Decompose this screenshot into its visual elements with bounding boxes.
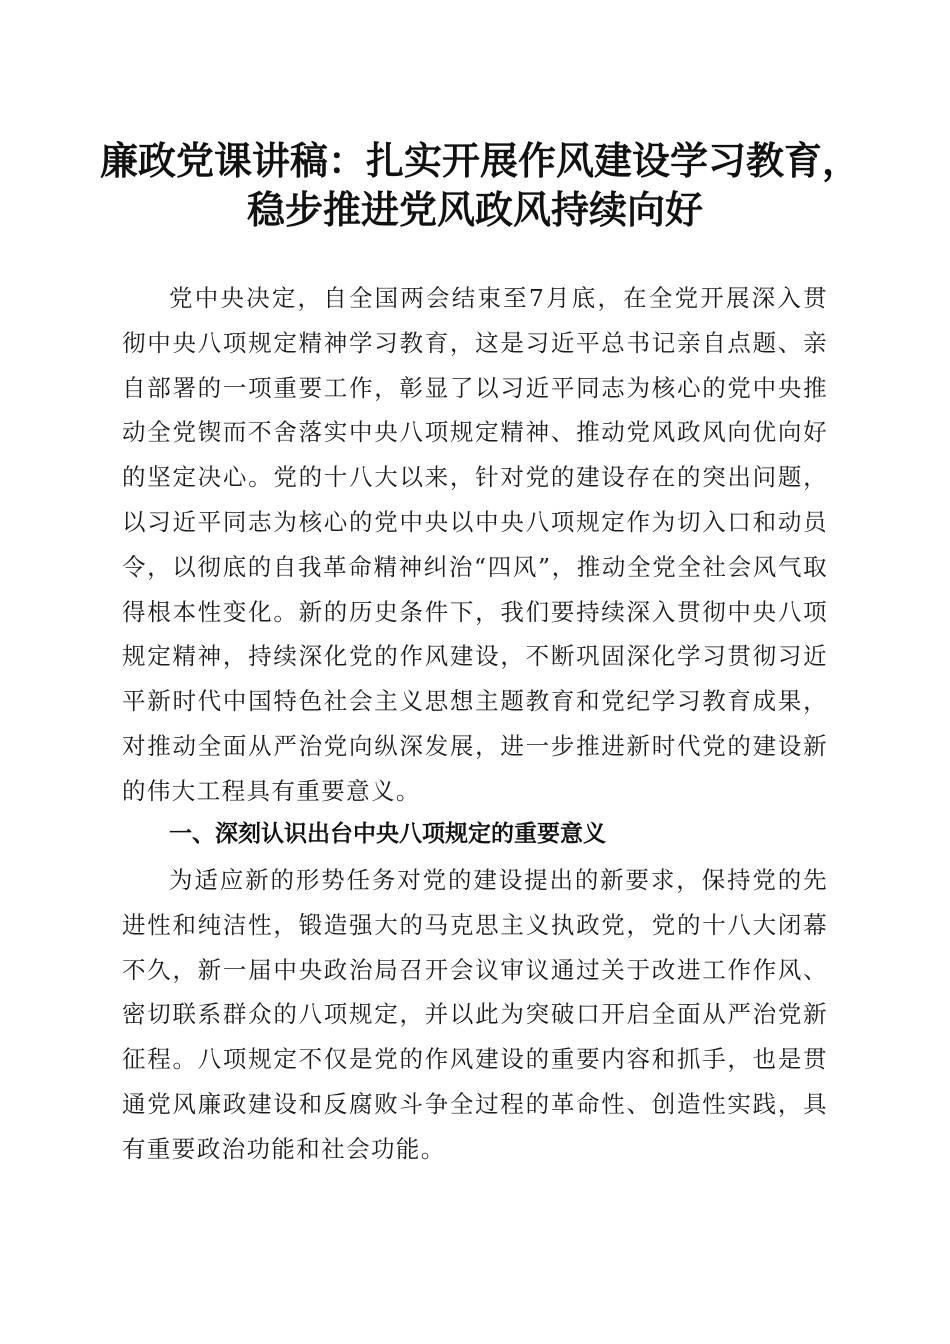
section-1-heading: 一、深刻认识出台中央八项规定的重要意义 (169, 821, 606, 847)
title-line-2: 稳步推进党风政风持续向好 (246, 187, 703, 232)
intro-paragraph: 党中央决定，自全国两会结束至7月底，在全党开展深入贯彻中央八项规定精神学习教育，这是习近平总书记亲自点题、亲自部署的一项重要工作，彰显了以习近平同志为核心的党中央推动全党锲而不舍落实中央八项规定精神、推动党风政风向优向好的坚定决心。党的十八大以来，针对党的建设存在的突出问题，以习近平同志为核心的党中央以中央八项规定作为切入口和动员令，以彻底的自我革命精神纠治“四风”，推动全党全社会风气取得根本性变化。新的历史条件下，我们要持续深入贯彻中央八项规定精神，持续深化党的作风建设，不断巩固深化学习贯彻习近平新时代中国特色社会主义思想主题教育和党纪学习教育成果，对推动全面从严治党向纵深发展，进一步推进新时代党的建设新的伟大工程具有重要意义。 (122, 284, 828, 805)
document-title (100, 136, 861, 234)
section-1-paragraph: 为适应新的形势任务对党的建设提出的新要求，保持党的先进性和纯洁性，锻造强大的马克思主义执政党，党的十八大闭幕不久，新一届中央政治局召开会议审议通过关于改进工作作风、密切联系群众的八项规定，并以此为突破口开启全面从严治党新征程。八项规定不仅是党的作风建设的重要内容和抓手，也是贯通党风廉政建设和反腐败斗争全过程的革命性、创造性实践，具有重要政治功能和社会功能。 (122, 866, 828, 1163)
title-line-1: 廉政党课讲稿：扎实开展作风建设学习教育， (100, 138, 861, 183)
